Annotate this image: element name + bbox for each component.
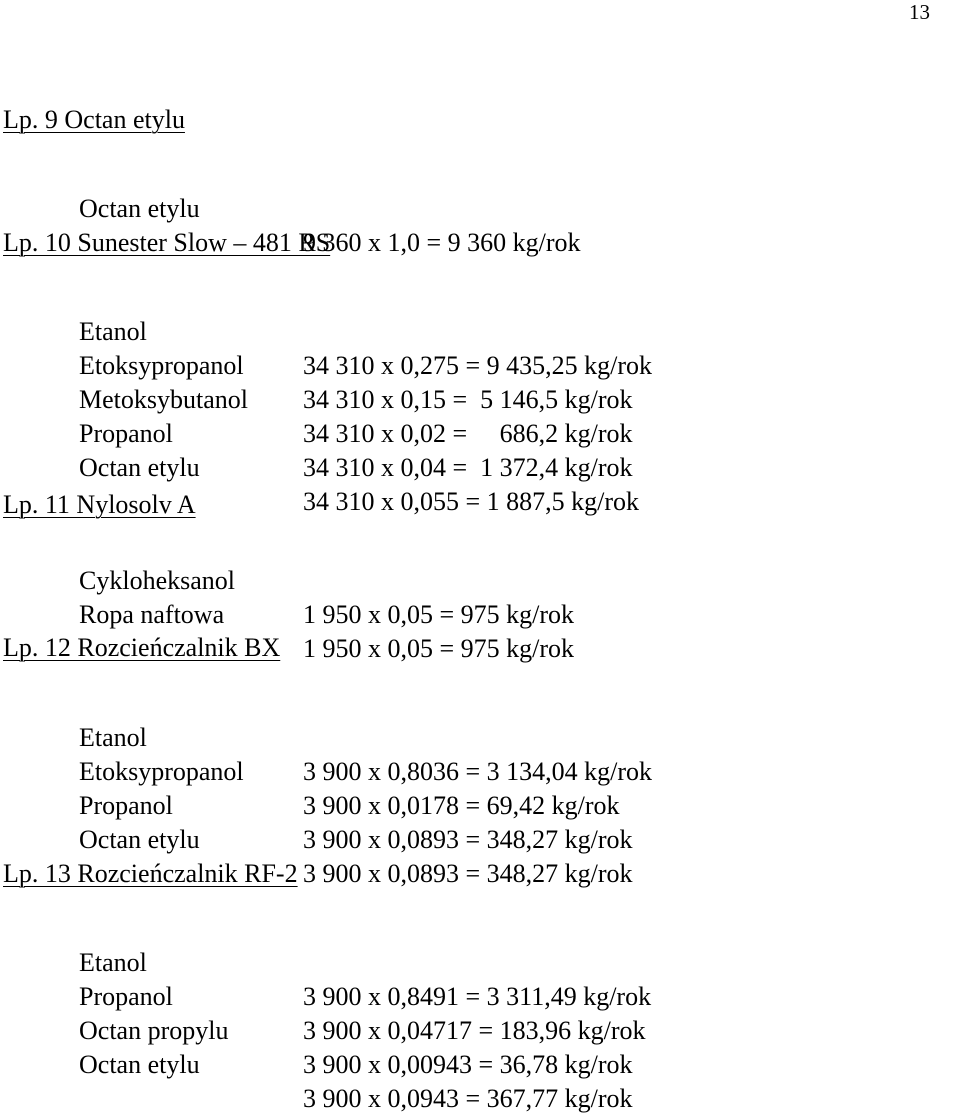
component-name: Etoksypropanol — [79, 757, 244, 786]
component-name: Etanol — [79, 948, 147, 977]
component-calculation: 34 310 x 0,055 = 1 887,5 kg/rok — [303, 487, 640, 516]
component-name: Octan etylu — [79, 1050, 200, 1079]
component-name: Etanol — [79, 317, 147, 346]
component-calculation: 3 900 x 0,0893 = 348,27 kg/rok — [303, 859, 633, 888]
component-name: Metoksybutanol — [79, 385, 248, 414]
component-name: Propanol — [79, 982, 173, 1011]
component-calculation: 3 900 x 0,0893 = 348,27 kg/rok — [303, 825, 633, 854]
component-name: Etanol — [79, 723, 147, 752]
component-calculation: 3 900 x 0,00943 = 36,78 kg/rok — [303, 1050, 633, 1079]
component-calculation: 3 900 x 0,8491 = 3 311,49 kg/rok — [303, 982, 652, 1011]
component-calculation: 1 950 x 0,05 = 975 kg/rok — [303, 600, 575, 629]
component-name: Propanol — [79, 791, 173, 820]
section-heading-lp13: Lp. 13 Rozcieńczalnik RF-2 — [3, 859, 298, 888]
component-calculation: 3 900 x 0,0178 = 69,42 kg/rok — [303, 791, 620, 820]
component-calculation: 9 360 x 1,0 = 9 360 kg/rok — [303, 228, 581, 257]
component-name: Octan etylu — [79, 825, 200, 854]
component-calculation: 1 950 x 0,05 = 975 kg/rok — [303, 634, 575, 663]
section-heading-lp12: Lp. 12 Rozcieńczalnik BX — [3, 633, 281, 662]
component-calculation: 34 310 x 0,275 = 9 435,25 kg/rok — [303, 351, 653, 380]
component-calculation: 34 310 x 0,15 = 5 146,5 kg/rok — [303, 385, 633, 414]
component-calculation: 34 310 x 0,02 = 686,2 kg/rok — [303, 419, 633, 448]
component-calculation: 3 900 x 0,8036 = 3 134,04 kg/rok — [303, 757, 653, 786]
component-calculation: 3 900 x 0,04717 = 183,96 kg/rok — [303, 1016, 646, 1045]
page-number: 13 — [909, 0, 930, 24]
component-name: Octan etylu — [79, 194, 200, 223]
component-calculation: 3 900 x 0,0943 = 367,77 kg/rok — [303, 1084, 633, 1113]
component-name: Propanol — [79, 419, 173, 448]
component-name: Cykloheksanol — [79, 566, 235, 595]
section-heading-lp11: Lp. 11 Nylosolv A — [3, 490, 196, 519]
section-heading-lp10: Lp. 10 Sunester Slow – 481 RS — [3, 228, 331, 257]
component-name: Etoksypropanol — [79, 351, 244, 380]
component-name: Ropa naftowa — [79, 600, 225, 629]
component-name: Octan etylu — [79, 453, 200, 482]
component-name: Octan propylu — [79, 1016, 229, 1045]
component-calculation: 34 310 x 0,04 = 1 372,4 kg/rok — [303, 453, 633, 482]
section-heading-lp9: Lp. 9 Octan etylu — [3, 105, 185, 134]
